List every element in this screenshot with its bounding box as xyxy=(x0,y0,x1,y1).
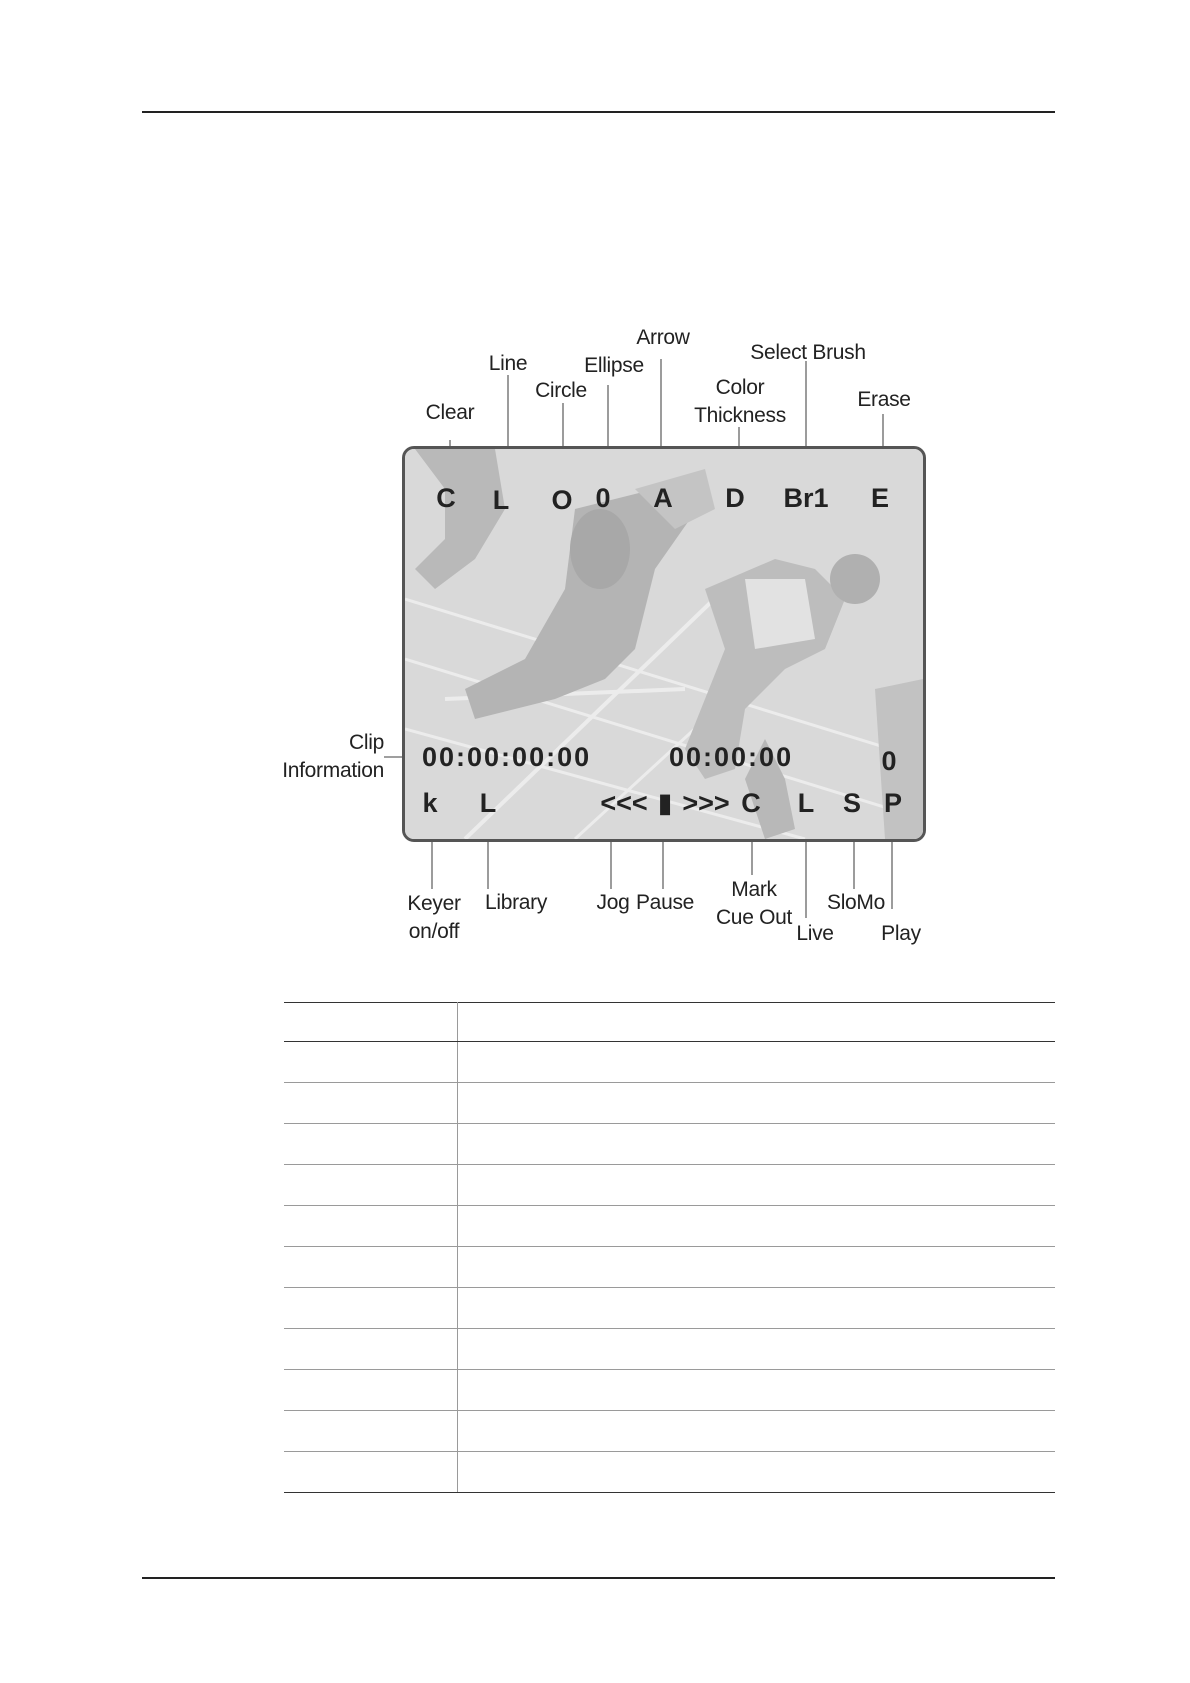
table-cell xyxy=(458,1042,1056,1083)
table-cell xyxy=(458,1165,1056,1206)
table-cell xyxy=(284,1124,458,1165)
arrow-label: Arrow xyxy=(636,326,690,349)
table-cell xyxy=(284,1370,458,1411)
pause-code[interactable]: ▮ xyxy=(657,788,673,818)
table-row xyxy=(284,1165,1055,1206)
erase-code[interactable]: E xyxy=(870,483,890,513)
counter: 0 xyxy=(881,746,897,776)
table-row xyxy=(284,1124,1055,1165)
table-cell xyxy=(284,1288,458,1329)
table-row xyxy=(284,1083,1055,1124)
jog-label: Jog xyxy=(596,891,630,914)
slomo-label: SloMo xyxy=(826,891,886,914)
table-row xyxy=(284,1411,1055,1452)
live-label: Live xyxy=(796,922,834,945)
line-code[interactable]: L xyxy=(492,485,510,515)
circle-code[interactable]: O xyxy=(551,485,573,515)
table-cell xyxy=(284,1165,458,1206)
erase-label: Erase xyxy=(857,388,911,411)
ellipse-code[interactable]: 0 xyxy=(595,483,611,513)
timecode-mid: 00:00:00 xyxy=(669,742,794,772)
table-cell xyxy=(458,1411,1056,1452)
color-thickness-label: Color Thickness xyxy=(694,376,786,427)
select-brush-code[interactable]: Br1 xyxy=(783,483,829,513)
table-cell xyxy=(458,1124,1056,1165)
table-cell xyxy=(458,1288,1056,1329)
table-cell xyxy=(284,1042,458,1083)
table-cell xyxy=(458,1083,1056,1124)
legend-table xyxy=(284,1002,1055,1493)
library-code[interactable]: L xyxy=(479,788,497,818)
play-code[interactable]: P xyxy=(883,788,903,818)
table-cell xyxy=(284,1083,458,1124)
jog-back-code[interactable]: <<< xyxy=(600,788,648,818)
table-cell xyxy=(458,1206,1056,1247)
table-cell xyxy=(284,1206,458,1247)
ellipse-label: Ellipse xyxy=(584,354,644,377)
clip-information-label: Clip Information xyxy=(282,731,384,782)
jog-forward-code[interactable]: >>> xyxy=(682,788,730,818)
clear-code[interactable]: C xyxy=(436,483,456,513)
mark-cue-out-code[interactable]: C xyxy=(741,788,761,818)
table-cell xyxy=(284,1411,458,1452)
table-row xyxy=(284,1247,1055,1288)
table-cell xyxy=(458,1452,1056,1493)
header-cell xyxy=(458,1003,1056,1042)
table-cell xyxy=(458,1329,1056,1370)
arrow-code[interactable]: A xyxy=(653,483,673,513)
header-cell xyxy=(284,1003,458,1042)
play-label: Play xyxy=(881,922,921,945)
pause-label: Pause xyxy=(635,891,695,914)
table-row xyxy=(284,1329,1055,1370)
table-row xyxy=(284,1370,1055,1411)
table-header-row xyxy=(284,1003,1055,1042)
slomo-code[interactable]: S xyxy=(842,788,862,818)
table-row xyxy=(284,1288,1055,1329)
color-thickness-code[interactable]: D xyxy=(725,483,745,513)
line-label: Line xyxy=(488,352,528,375)
footer-rule xyxy=(142,1577,1055,1579)
table-cell xyxy=(458,1247,1056,1288)
library-label: Library xyxy=(484,891,548,914)
table-cell xyxy=(284,1329,458,1370)
keyer-code[interactable]: k xyxy=(422,788,438,818)
table-row xyxy=(284,1206,1055,1247)
table-row xyxy=(284,1042,1055,1083)
circle-label: Circle xyxy=(535,379,587,402)
table-cell xyxy=(458,1370,1056,1411)
clear-label: Clear xyxy=(425,401,475,424)
timecode-left: 00:00:00:00 xyxy=(422,742,592,772)
keyer-label: Keyer on/off xyxy=(407,892,461,943)
table-row xyxy=(284,1452,1055,1493)
select-brush-label: Select Brush xyxy=(750,341,866,364)
mark-cue-out-label: Mark Cue Out xyxy=(715,878,793,929)
live-code[interactable]: L xyxy=(797,788,815,818)
table-cell xyxy=(284,1452,458,1493)
table-cell xyxy=(284,1247,458,1288)
